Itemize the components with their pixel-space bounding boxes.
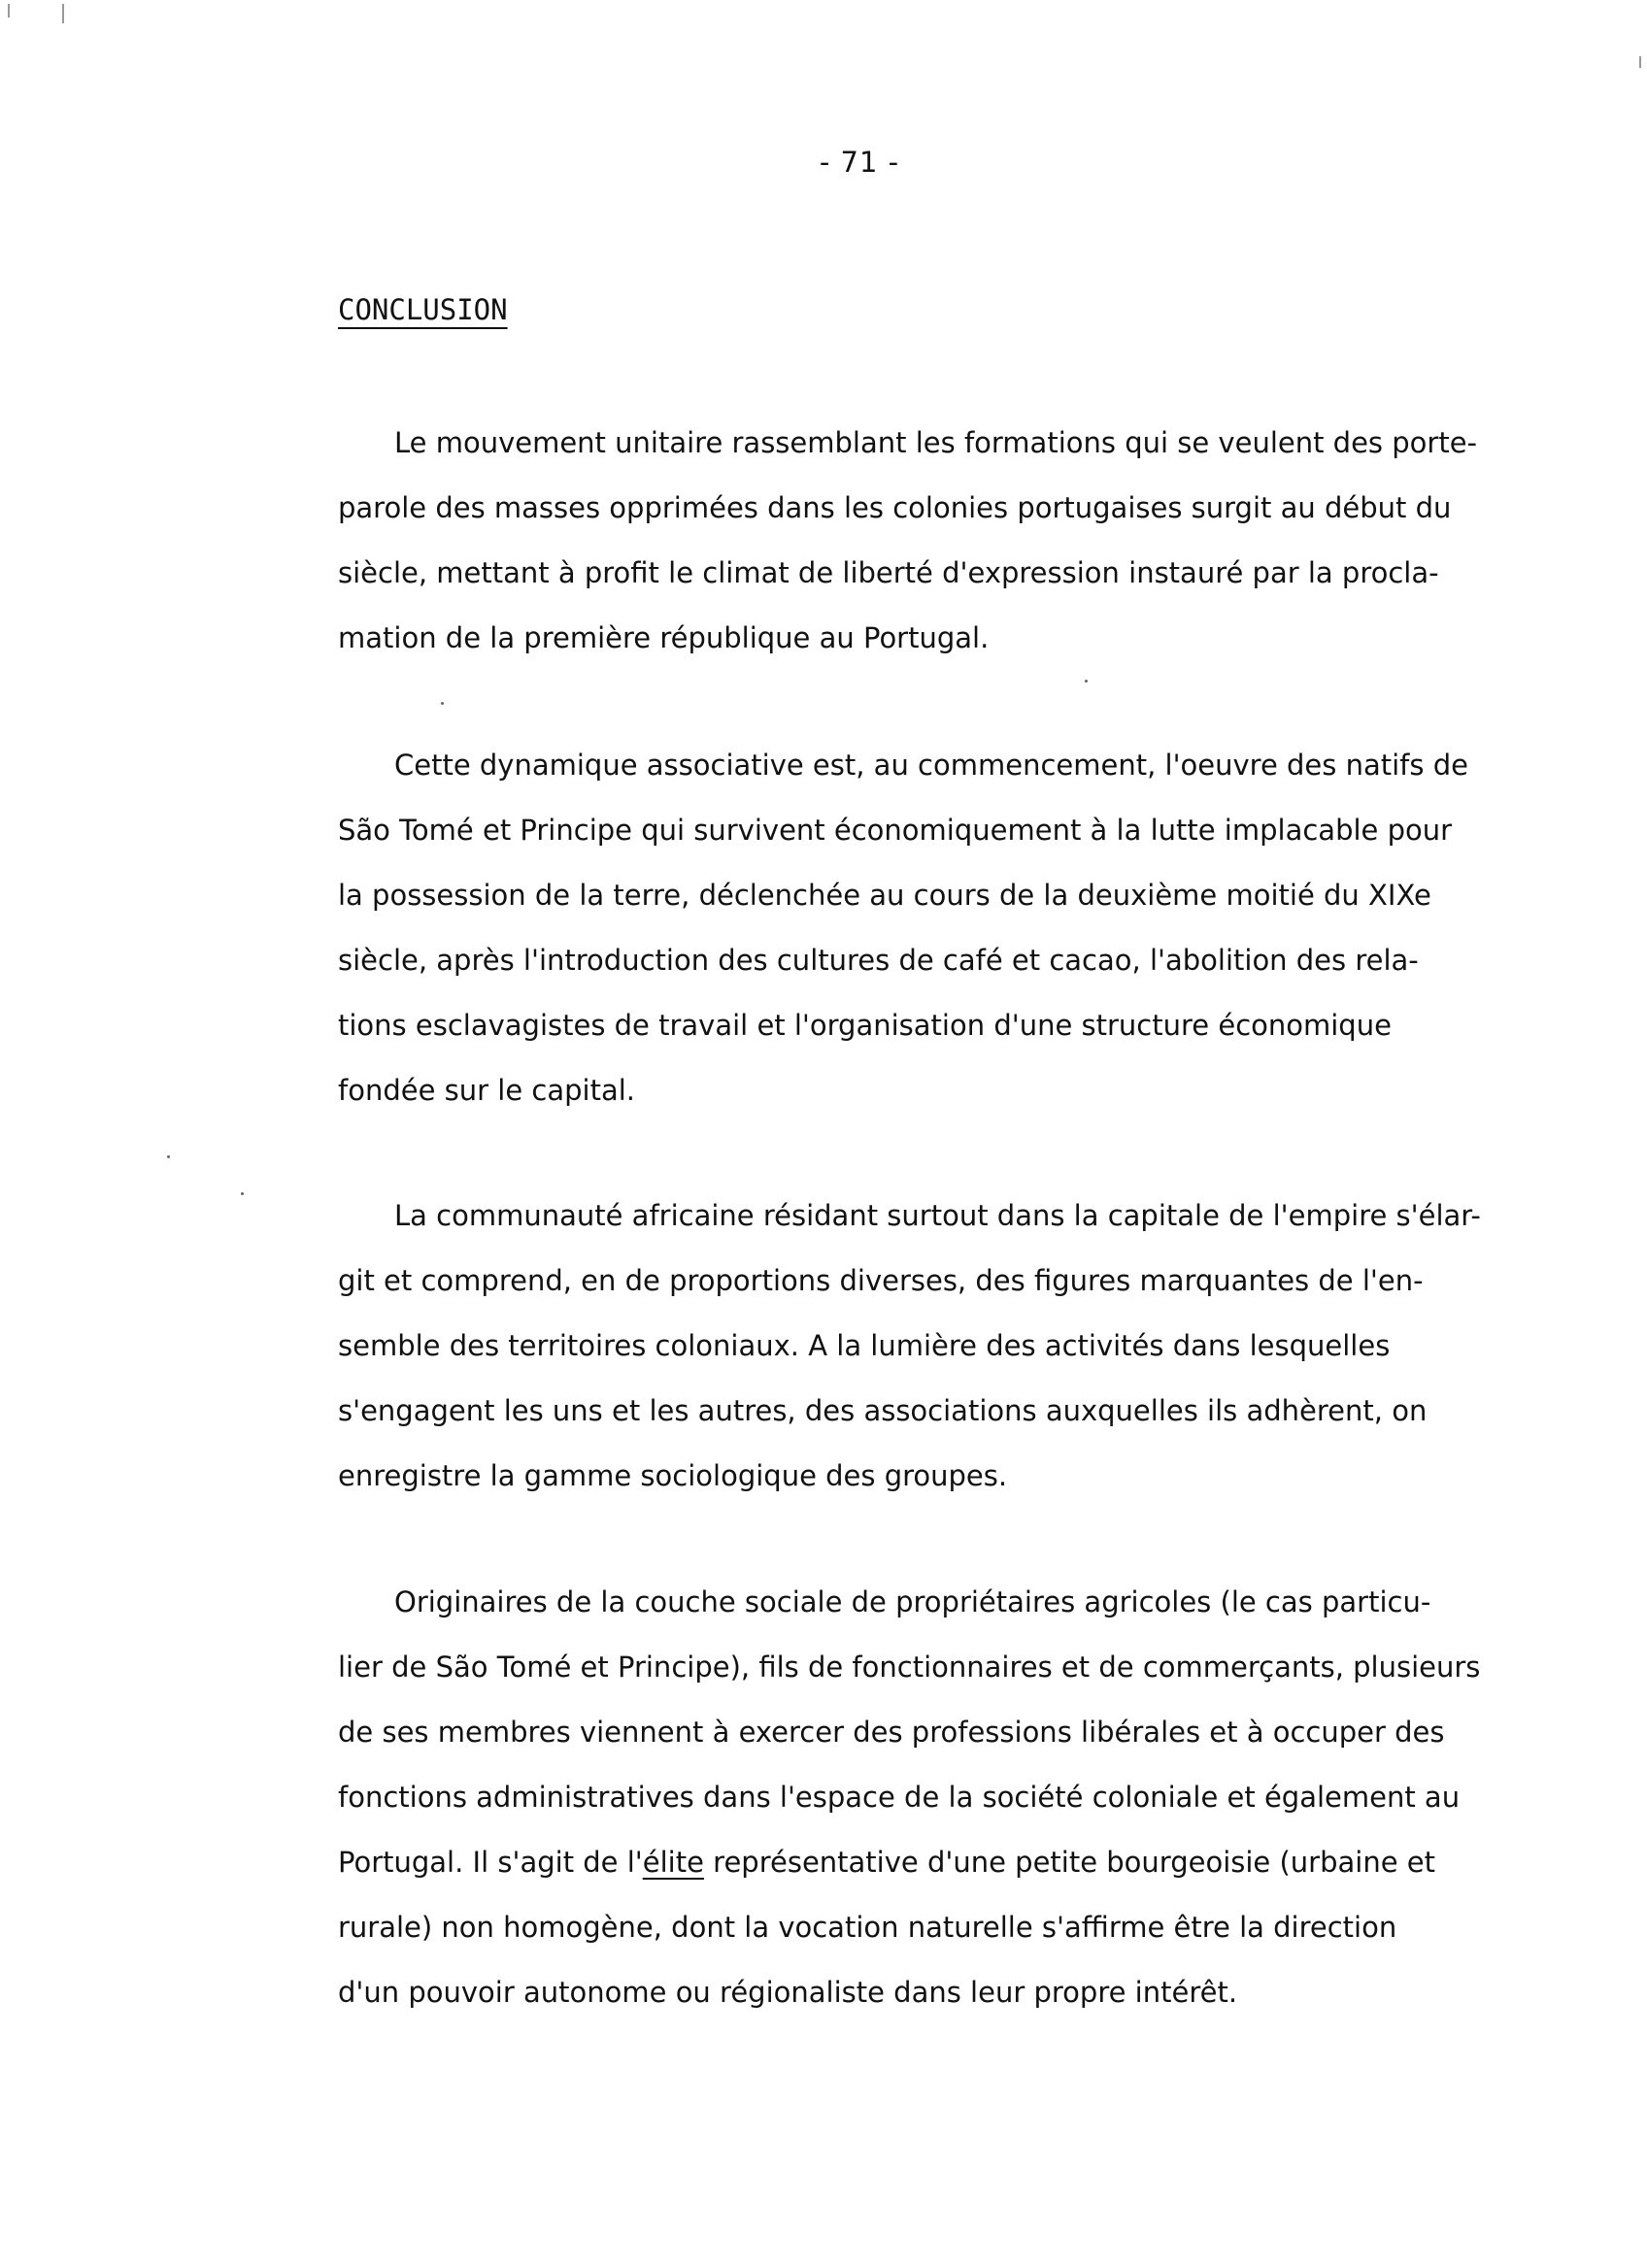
paragraph-3 <box>338 1184 1554 1509</box>
elite-underlined-word: élite <box>642 1846 704 1879</box>
paragraph-line: La communauté africaine résidant surtout dans la capitale de l'empire s'élar- <box>394 1199 1481 1232</box>
elite-line-after: représentative d'une petite bourgeoisie (urbaine et <box>703 1846 1435 1879</box>
paragraph-line: parole des masses opprimées dans les colonies portugaises surgit au début du <box>338 491 1452 524</box>
scan-edge-mark <box>1639 56 1641 68</box>
paragraph-line: São Tomé et Principe qui survivent économiquement à la lutte implacable pour <box>338 814 1453 847</box>
scan-speck <box>441 702 444 705</box>
page-number: - 71 - <box>819 146 900 179</box>
paragraph-1 <box>338 411 1554 671</box>
page-heading: CONCLUSION <box>338 293 508 326</box>
paragraph-2 <box>338 733 1554 1123</box>
paragraph-line: Le mouvement unitaire rassemblant les formations qui se veulent des porte- <box>394 426 1478 459</box>
paragraph-line: s'engagent les uns et les autres, des associations auxquelles ils adhèrent, on <box>338 1394 1428 1427</box>
paragraph-line-elite <box>338 1830 1554 1895</box>
paragraph-line: fonctions administratives dans l'espace de la société coloniale et également au <box>338 1781 1461 1814</box>
scan-edge-mark <box>8 4 10 17</box>
scan-speck <box>1085 680 1088 683</box>
scan-edge-mark <box>62 4 64 23</box>
elite-line-before: Portugal. Il s'agit de l' <box>338 1846 643 1879</box>
paragraph-line: Cette dynamique associative est, au commencement, l'oeuvre des natifs de <box>394 749 1468 782</box>
paragraph-line: la possession de la terre, déclenchée au cours de la deuxième moitié du XIXe <box>338 879 1431 912</box>
paragraph-line: siècle, après l'introduction des cultures de café et cacao, l'abolition des rela- <box>338 944 1419 977</box>
paragraph-line: mation de la première république au Portugal. <box>338 621 990 654</box>
paragraph-line: de ses membres viennent à exercer des professions libérales et à occuper des <box>338 1716 1445 1749</box>
scan-speck <box>241 1192 244 1195</box>
paragraph-line: siècle, mettant à profit le climat de liberté d'expression instauré par la procla- <box>338 556 1439 589</box>
paragraph-line: git et comprend, en de proportions diverses, des figures marquantes de l'en- <box>338 1264 1424 1297</box>
paragraph-line: d'un pouvoir autonome ou régionaliste dans leur propre intérêt. <box>338 1976 1238 2009</box>
paragraph-line: semble des territoires coloniaux. A la lumière des activités dans lesquelles <box>338 1329 1391 1362</box>
paragraph-line: Originaires de la couche sociale de propriétaires agricoles (le cas particu- <box>394 1585 1431 1618</box>
paragraph-line: rurale) non homogène, dont la vocation naturelle s'affirme être la direction <box>338 1911 1397 1944</box>
paragraph-line: enregistre la gamme sociologique des groupes. <box>338 1459 1008 1492</box>
paragraph-line: tions esclavagistes de travail et l'organisation d'une structure économique <box>338 1009 1392 1042</box>
paragraph-line: fondée sur le capital. <box>338 1074 635 1107</box>
paragraph-4 <box>338 1570 1554 2025</box>
scan-speck <box>167 1155 170 1158</box>
paragraph-line: lier de São Tomé et Principe), fils de fonctionnaires et de commerçants, plusieurs <box>338 1651 1481 1684</box>
